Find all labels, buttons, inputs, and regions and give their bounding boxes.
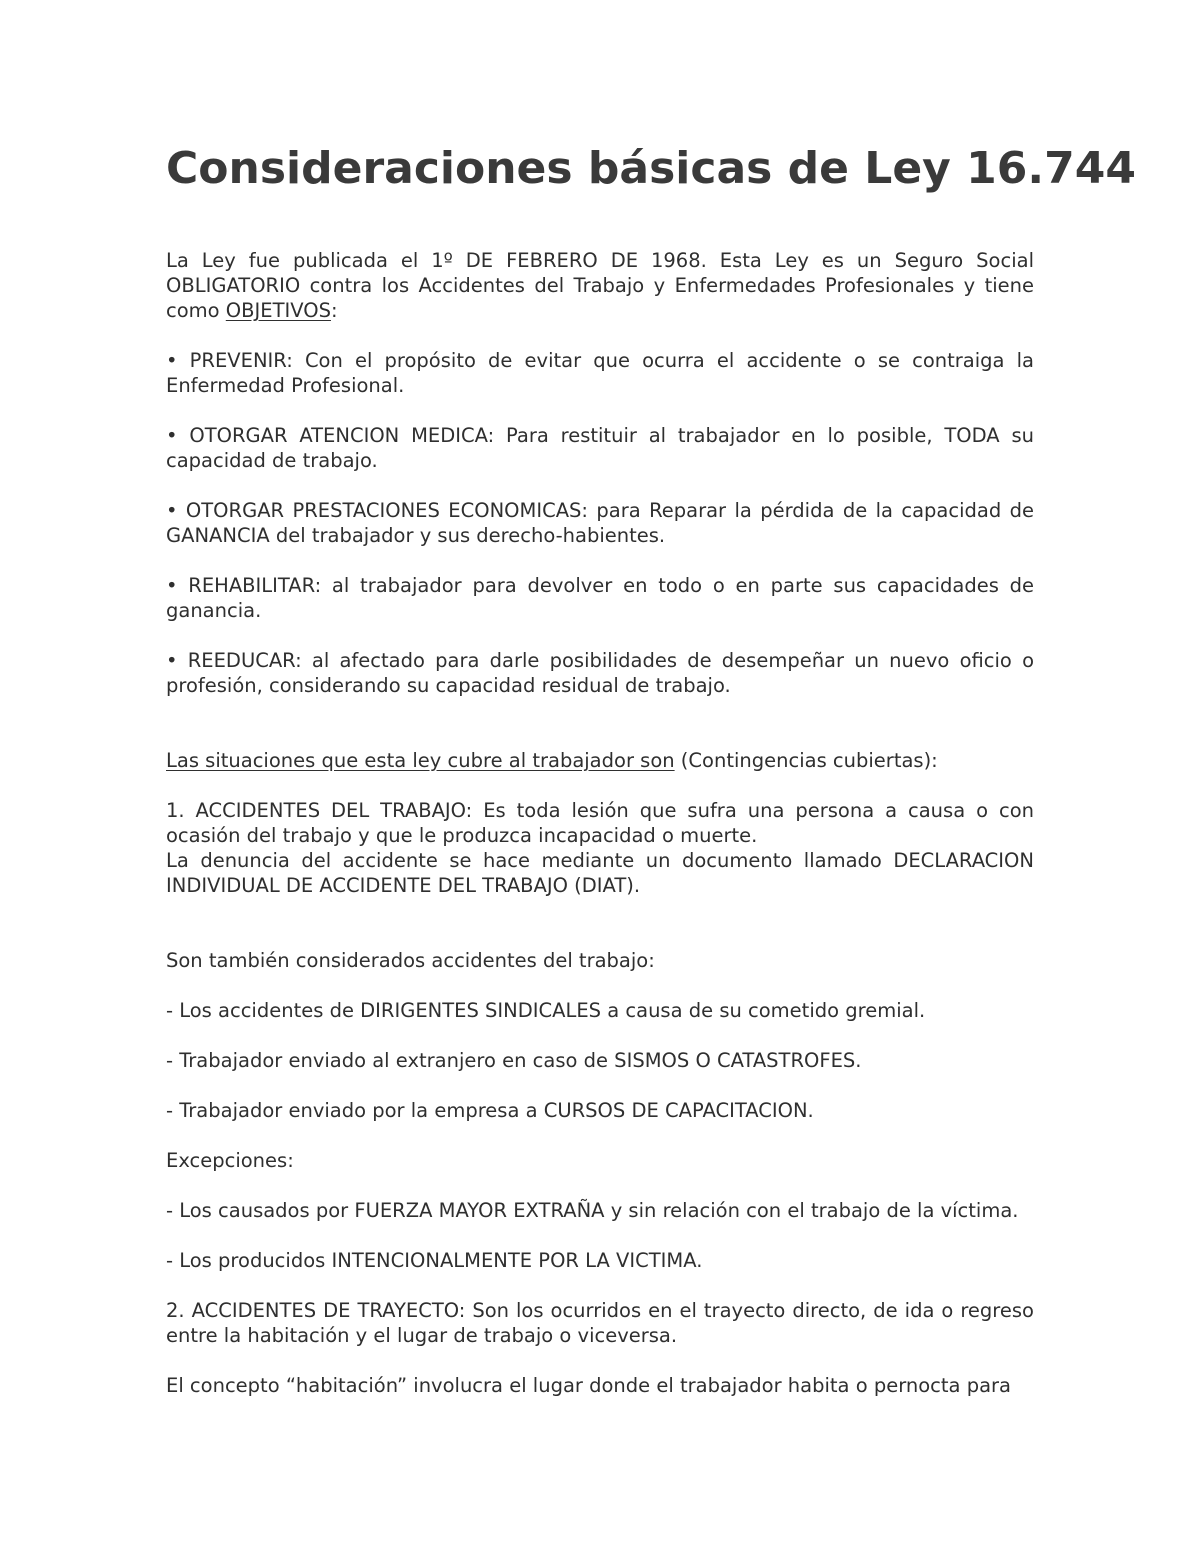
list-item: - Los producidos INTENCIONALMENTE POR LA VICTIMA. xyxy=(166,1249,703,1272)
also-considered-heading: Son también considerados accidentes del trabajo: xyxy=(166,949,655,972)
intro-text: La Ley fue publicada el 1º DE FEBRERO DE 1968. Esta Ley es un Seguro Social OBLIGATORIO contra los Accidentes del Trabajo y Enfermedades Profesionales y tiene como xyxy=(166,249,1034,322)
accidents-work-report: La denuncia del accidente se hace mediante un documento llamado DECLARACION INDIVIDUAL DE ACCIDENTE DEL TRABAJO (DIAT). xyxy=(166,849,1034,897)
bullet-icon: • xyxy=(166,499,178,522)
list-item: - Trabajador enviado por la empresa a CURSOS DE CAPACITACION. xyxy=(166,1099,814,1122)
objective-text: REEDUCAR: al afectado para darle posibilidades de desempeñar un nuevo oficio o profesión, considerando su capacidad residual de trabajo. xyxy=(166,649,1034,697)
spacer xyxy=(166,923,1034,948)
intro-colon: : xyxy=(330,299,338,322)
bullet-icon: • xyxy=(166,424,178,447)
spacer xyxy=(166,723,1034,748)
objective-text: OTORGAR ATENCION MEDICA: Para restituir al trabajador en lo posible, TODA su capacidad de trabajo. xyxy=(166,424,1034,472)
objective-item xyxy=(166,498,1034,548)
objective-item xyxy=(166,573,1034,623)
bullet-icon: • xyxy=(166,649,178,672)
list-item: - Los causados por FUERZA MAYOR EXTRAÑA y sin relación con el trabajo de la víctima. xyxy=(166,1199,1019,1222)
accidents-work-definition: 1. ACCIDENTES DEL TRABAJO: Es toda lesión que sufra una persona a causa o con ocasión del trabajo y que le produzca incapacidad o muerte. xyxy=(166,799,1034,847)
document-title: Consideraciones básicas de Ley 16.744 xyxy=(166,143,1136,194)
objective-text: OTORGAR PRESTACIONES ECONOMICAS: para Reparar la pérdida de la capacidad de GANANCIA del trabajador y sus derecho-habientes. xyxy=(166,499,1034,547)
objective-item xyxy=(166,648,1034,698)
situations-underlined: Las situaciones que esta ley cubre al trabajador son xyxy=(166,749,675,772)
situations-after: (Contingencias cubiertas): xyxy=(674,749,938,772)
habitation-concept: El concepto “habitación” involucra el lugar donde el trabajador habita o pernocta para xyxy=(166,1374,1011,1397)
objectives-link-text: OBJETIVOS xyxy=(225,299,331,322)
list-item: - Los accidentes de DIRIGENTES SINDICALES a causa de su cometido gremial. xyxy=(166,999,926,1022)
objective-text: PREVENIR: Con el propósito de evitar que ocurra el accidente o se contraiga la Enfermedad Profesional. xyxy=(166,349,1034,397)
situations-heading xyxy=(166,748,1034,773)
accidents-commute-definition: 2. ACCIDENTES DE TRAYECTO: Son los ocurridos en el trayecto directo, de ida o regreso entre la habitación y el lugar de trabajo o viceversa. xyxy=(166,1299,1034,1347)
intro-paragraph xyxy=(166,248,1034,323)
bullet-icon: • xyxy=(166,349,178,372)
objective-item xyxy=(166,348,1034,398)
objective-text: REHABILITAR: al trabajador para devolver en todo o en parte sus capacidades de ganancia. xyxy=(166,574,1034,622)
bullet-icon: • xyxy=(166,574,178,597)
objective-item xyxy=(166,423,1034,473)
exceptions-heading: Excepciones: xyxy=(166,1149,294,1172)
list-item: - Trabajador enviado al extranjero en caso de SISMOS O CATASTROFES. xyxy=(166,1049,862,1072)
document-body xyxy=(166,248,1034,1423)
